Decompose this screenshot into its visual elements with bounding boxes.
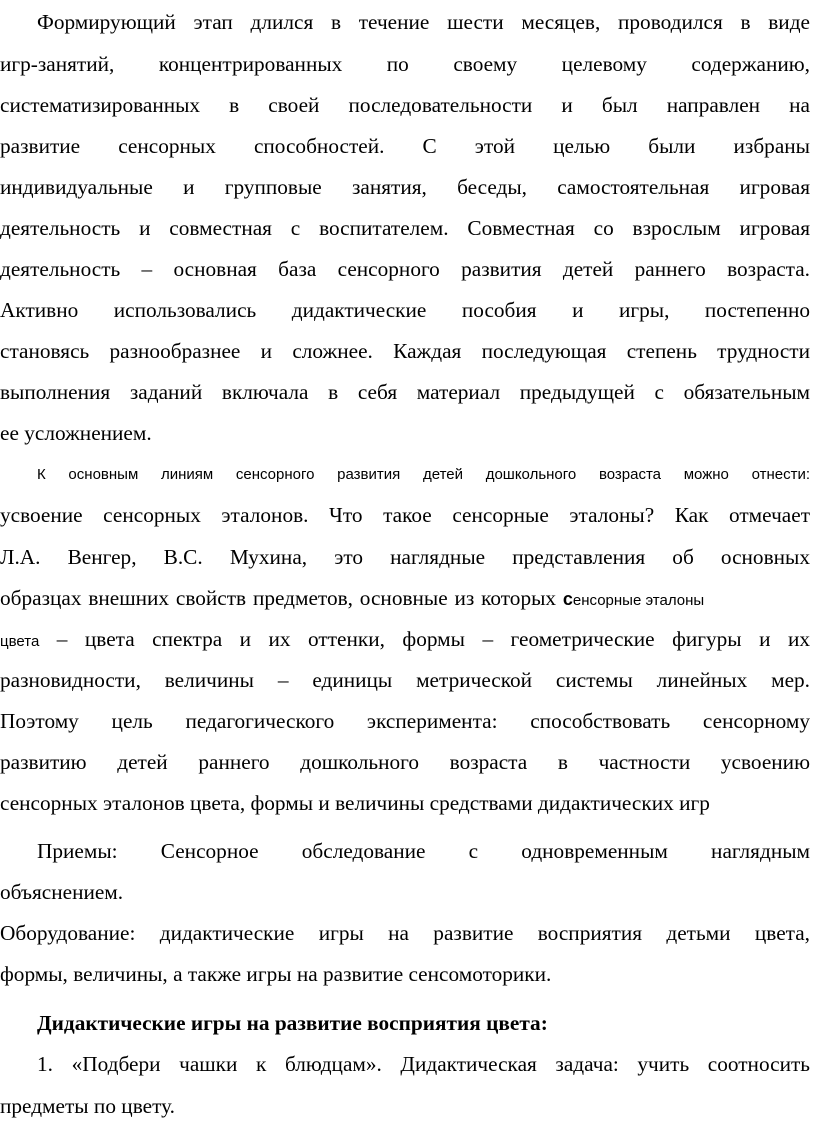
paragraph-line: Формирующий этап длился в течение шести месяцев, проводился в виде [37,10,810,34]
paragraph-line: развитие сенсорных способностей. С этой целью были избраны [0,134,810,158]
paragraph-line: усвоение сенсорных эталонов. Что такое сенсорные эталоны? Как отмечает [0,503,810,527]
paragraph-line: Поэтому цель педагогического эксперимента: способствовать сенсорному [0,709,810,733]
text-segment: енсорные эталоны [572,592,705,609]
paragraph-line: К основным линиям сенсорного развития детей дошкольного возраста можно отнести: [37,466,810,483]
paragraph-line: развитию детей раннего дошкольного возраста в частности усвоению [0,750,810,774]
paragraph-line: 1. «Подбери чашки к блюдцам». Дидактическая задача: учить соотносить [37,1052,810,1076]
paragraph-line: систематизированных в своей последовательности и был направлен на [0,93,810,117]
paragraph-line: сенсорных эталонов цвета, формы и величины средствами дидактических игр [0,791,710,815]
paragraph-line: деятельность – основная база сенсорного развития детей раннего возраста. [0,257,810,281]
paragraph-line: игр-занятий, концентрированных по своему целевому содержанию, [0,52,810,76]
text-segment: с [562,589,573,609]
paragraph-line: предметы по цвету. [0,1094,175,1118]
section-heading: Дидактические игры на развитие восприятия цвета: [37,1011,548,1035]
paragraph-line [0,619,816,659]
paragraph-line: разновидности, величины – единицы метрической системы линейных мер. [0,668,810,692]
paragraph-line: Активно использовались дидактические пособия и игры, постепенно [0,298,810,322]
paragraph-line: формы, величины, а также игры на развитие сенсомоторики. [0,962,552,986]
text-segment: цвета [0,633,40,650]
paragraph-line: Л.А. Венгер, В.С. Мухина, это наглядные представления об основных [0,545,810,569]
paragraph-line [0,578,816,618]
text-segment: образцах внешних свойств предметов, основные из которых [0,586,563,610]
paragraph-line: Приемы: Сенсорное обследование с одновременным наглядным [37,839,810,863]
text-segment: – цвета спектра и их оттенки, формы – геометрические фигуры и их [39,627,810,651]
paragraph-line: становясь разнообразнее и сложнее. Каждая последующая степень трудности [0,339,810,363]
paragraph-line: Оборудование: дидактические игры на развитие восприятия детьми цвета, [0,921,810,945]
paragraph-line: деятельность и совместная с воспитателем. Совместная со взрослым игровая [0,216,810,240]
paragraph-line: выполнения заданий включала в себя материал предыдущей с обязательным [0,380,810,404]
paragraph-line: объяснением. [0,880,124,904]
paragraph-line: ее усложнением. [0,421,152,445]
paragraph-line: индивидуальные и групповые занятия, беседы, самостоятельная игровая [0,175,810,199]
